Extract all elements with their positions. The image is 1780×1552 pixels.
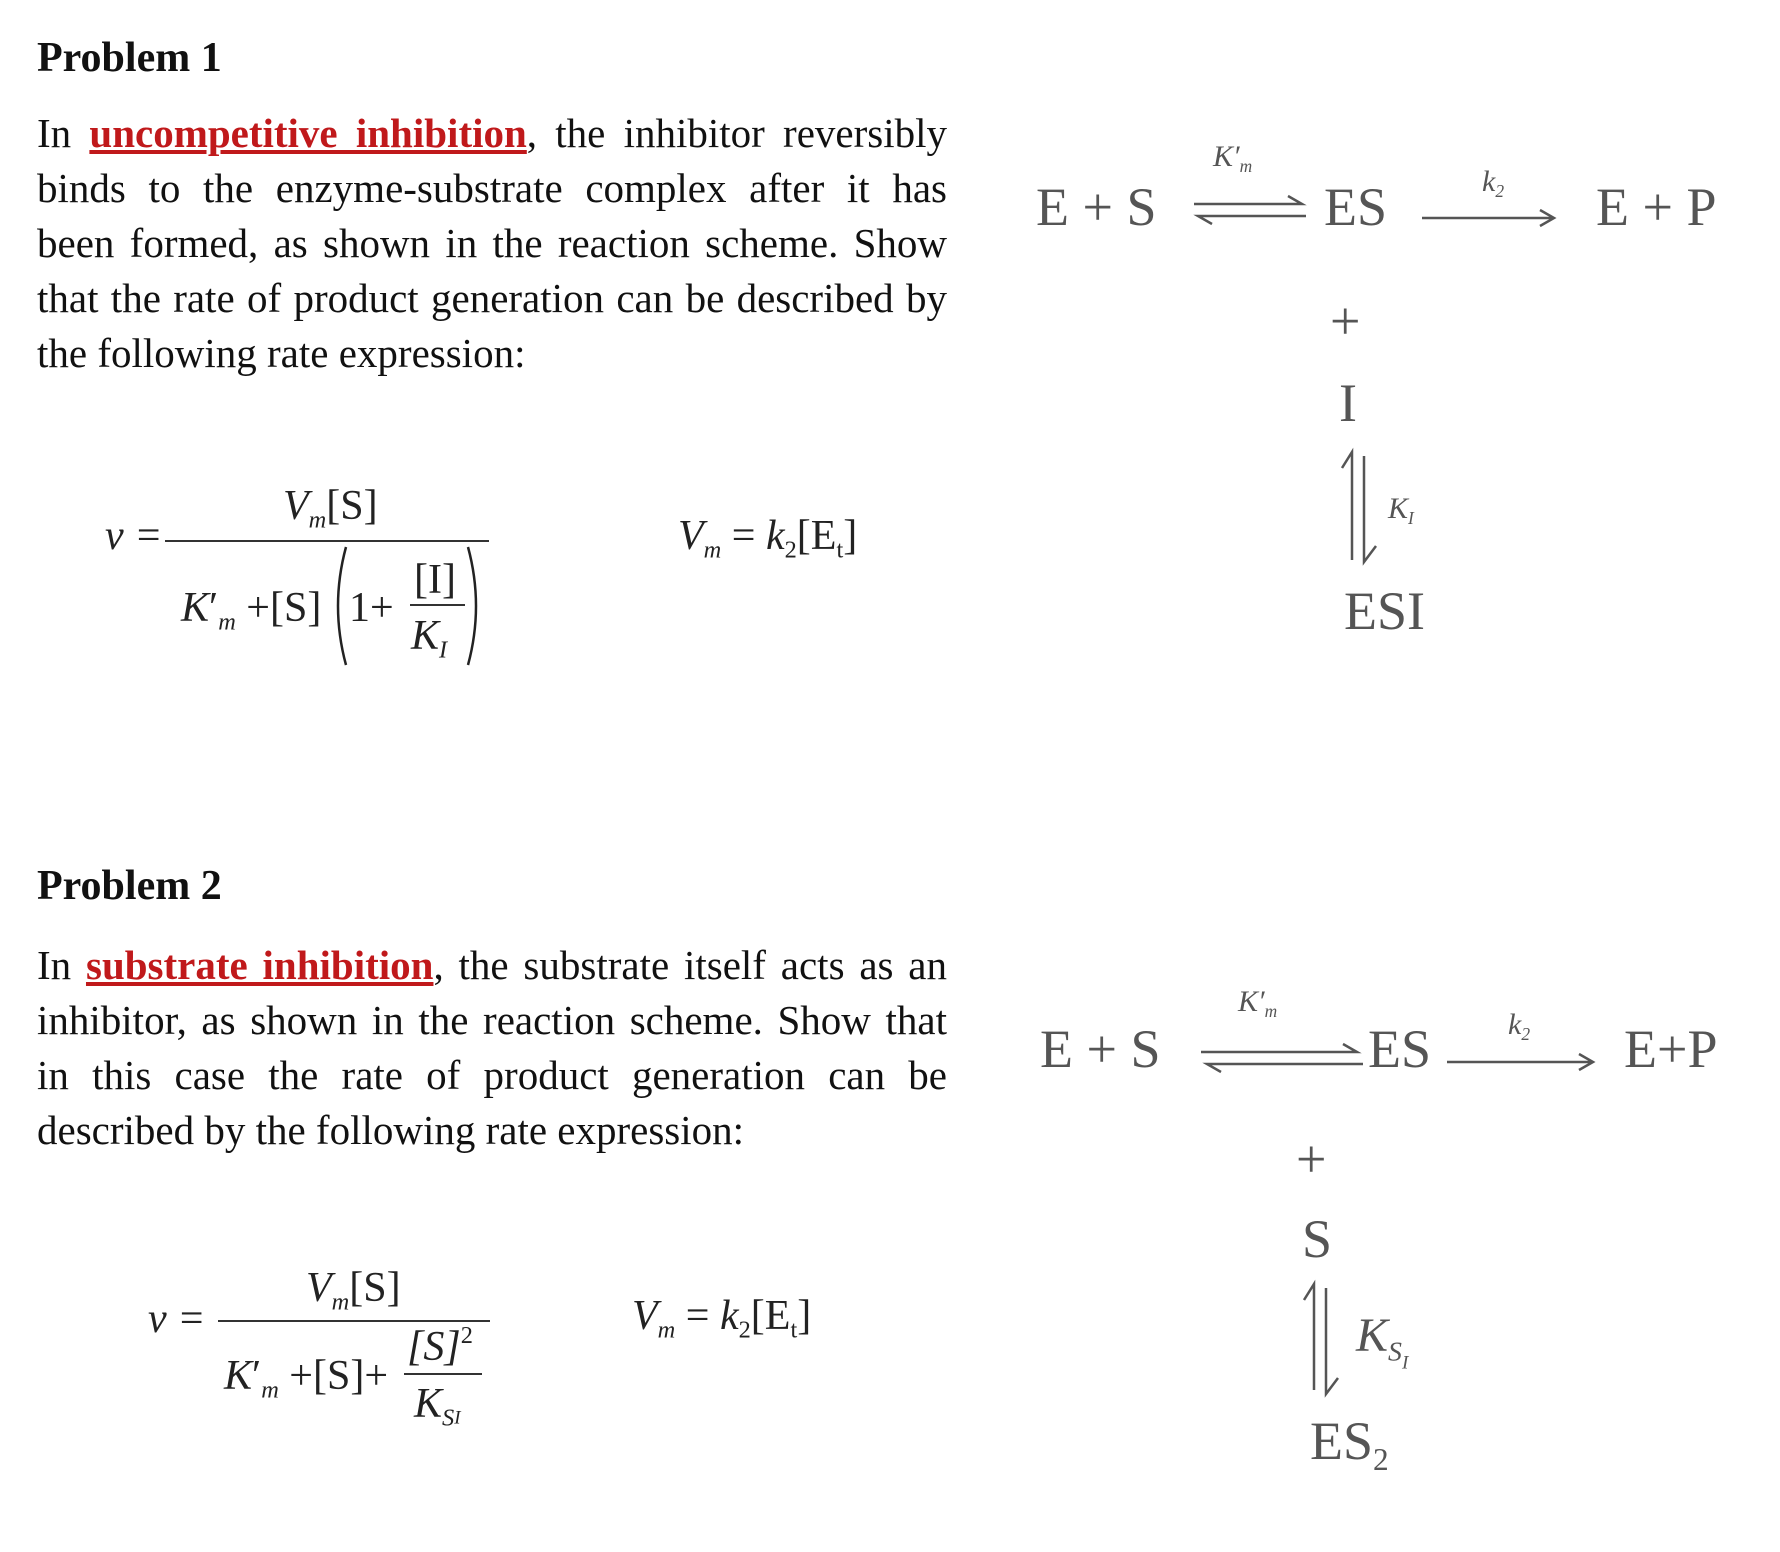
scheme1-plus: + bbox=[1330, 291, 1361, 351]
eq2-inner-fraction-bar bbox=[404, 1373, 482, 1375]
problem1-paragraph bbox=[37, 106, 947, 381]
eq1-inner-fraction-bar bbox=[410, 604, 465, 606]
eq1-inner-numerator: [I] bbox=[414, 557, 456, 603]
eq1-left-paren bbox=[328, 545, 348, 667]
problem2-para-start: In bbox=[37, 942, 86, 988]
eq1-fraction-bar bbox=[165, 540, 489, 542]
scheme2-complex: $ES_2$ bbox=[1310, 1411, 1389, 1477]
scheme1-vertical-equilibrium bbox=[1340, 448, 1380, 568]
problem1-para-rest: , the inhibitor reversibly binds to the enzyme-substrate complex after it has been formed, as shown in the reaction scheme. Show that the rate of product generation can be described by the following rate expression: bbox=[37, 110, 947, 376]
eq1-one-plus: 1+ bbox=[349, 585, 394, 631]
scheme2-vertical-equilibrium bbox=[1302, 1280, 1342, 1400]
eq2-inner-numerator: $[S]^2$ bbox=[407, 1322, 473, 1371]
scheme1-equilibrium-arrow bbox=[1190, 196, 1310, 226]
scheme1-inhibitor: I bbox=[1339, 373, 1357, 433]
scheme1-right: E + P bbox=[1596, 177, 1717, 237]
eq1-right-paren bbox=[466, 545, 486, 667]
problem1-vm-expression: $V_m = k_2[E_t]$ bbox=[678, 513, 858, 564]
problem2-highlight: substrate inhibition bbox=[85, 942, 434, 988]
scheme1-forward-arrow bbox=[1420, 208, 1560, 228]
problem2-para-rest: , the substrate itself acts as an inhibitor, as shown in the reaction scheme. Show that in this case the rate of product generation can be described by the following rate expression: bbox=[37, 942, 948, 1153]
scheme2-forward-arrow bbox=[1445, 1052, 1600, 1072]
scheme1-left: E + S bbox=[1036, 177, 1157, 237]
scheme1-ki-label: $K_I$ bbox=[1388, 492, 1414, 529]
problem1-para-start: In bbox=[37, 110, 90, 156]
problem2-vm-expression: $V_m = k_2[E_t]$ bbox=[632, 1293, 812, 1344]
scheme2-substrate: S bbox=[1302, 1209, 1333, 1269]
eq1-lhs: v = bbox=[105, 513, 163, 559]
problem2-paragraph bbox=[37, 938, 947, 1158]
eq2-numerator: $V_m[S]$ bbox=[306, 1265, 401, 1316]
scheme2-es: ES bbox=[1368, 1019, 1432, 1079]
eq2-inner-denominator: $K_{SI}$ bbox=[414, 1381, 461, 1432]
scheme2-left: E + S bbox=[1040, 1019, 1161, 1079]
eq1-inner-denominator: $K_I$ bbox=[411, 613, 448, 664]
eq2-lhs: v = bbox=[148, 1296, 206, 1342]
eq2-denominator: $K'_m +[S]+$ bbox=[224, 1353, 389, 1404]
scheme2-km-label: $K'_m$ bbox=[1238, 985, 1278, 1022]
scheme2-k2-label: $k_2$ bbox=[1508, 1008, 1531, 1045]
scheme1-complex: ESI bbox=[1344, 581, 1425, 641]
scheme1-k2-label: $k_2$ bbox=[1482, 165, 1505, 202]
eq1-denominator: $K'_m +[S]$ bbox=[181, 585, 322, 636]
scheme1-es: ES bbox=[1324, 177, 1388, 237]
problem1-highlight: uncompetitive inhibition bbox=[89, 110, 527, 156]
eq1-numerator: $V_m[S]$ bbox=[283, 483, 378, 534]
scheme2-right: E+P bbox=[1624, 1019, 1718, 1079]
scheme1-km-label: $K'_m$ bbox=[1213, 140, 1253, 177]
problem1-heading: Problem 1 bbox=[37, 35, 222, 81]
scheme2-plus: + bbox=[1296, 1129, 1327, 1189]
problem2-heading: Problem 2 bbox=[37, 863, 222, 909]
scheme2-ks-label: $K_{SI}$ bbox=[1356, 1309, 1409, 1374]
